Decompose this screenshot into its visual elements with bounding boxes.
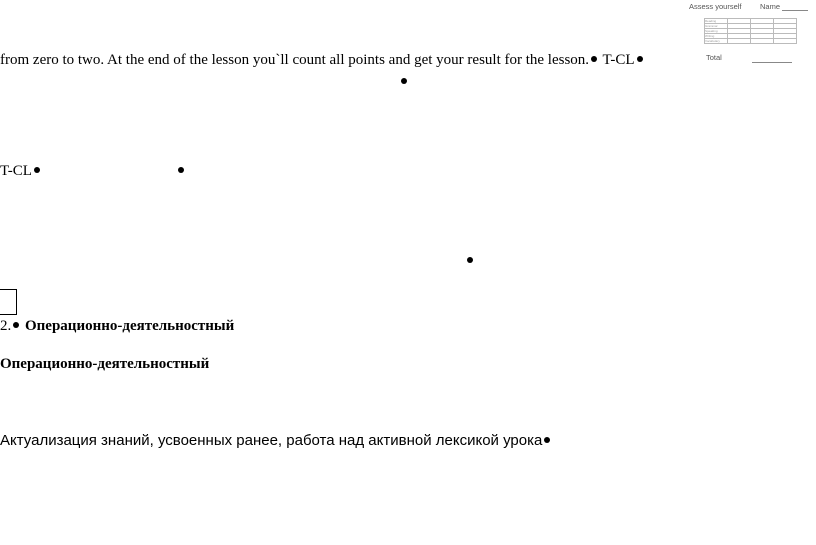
bullet-icon <box>544 437 550 443</box>
text-box-frame <box>0 289 17 315</box>
name-line <box>782 10 808 11</box>
actualization-line <box>0 432 552 449</box>
total-line <box>752 62 792 63</box>
assess-title: Assess yourself <box>689 2 742 11</box>
row-label: Writing <box>705 34 728 39</box>
bullet-icon <box>13 322 19 328</box>
assess-grid <box>704 18 797 44</box>
stage-number: 2. <box>0 318 12 334</box>
actualization-text: Актуализация знаний, усвоенных ранее, работа над активной лексикой урока <box>0 432 543 449</box>
name-label: Name <box>760 2 781 11</box>
stage-heading <box>0 318 234 335</box>
total-label: Total <box>706 53 722 62</box>
tcl-label: T-CL <box>0 163 32 179</box>
tcl-label: T-CL <box>602 52 635 68</box>
lesson-text: from zero to two. At the end of the lesson you`ll count all points and get your result for the lesson. <box>0 52 590 68</box>
bullet-icon <box>467 257 473 263</box>
row-label: Speaking <box>705 29 728 34</box>
row-label: Reading <box>705 19 728 24</box>
lesson-text-line <box>0 52 645 69</box>
bullet-icon <box>637 56 643 62</box>
section-heading: Операционно-деятельностный <box>0 356 210 372</box>
bullet-icon <box>401 78 407 84</box>
bullet-icon <box>34 167 40 173</box>
assess-yourself-card <box>686 0 812 66</box>
table-row <box>705 39 797 44</box>
row-label: Vocabulary <box>705 39 728 44</box>
bullet-icon <box>591 56 597 62</box>
tcl-line <box>0 163 42 180</box>
stage-title: Операционно-деятельностный <box>25 318 235 334</box>
row-label: Grammar <box>705 24 728 29</box>
bullet-icon <box>178 167 184 173</box>
